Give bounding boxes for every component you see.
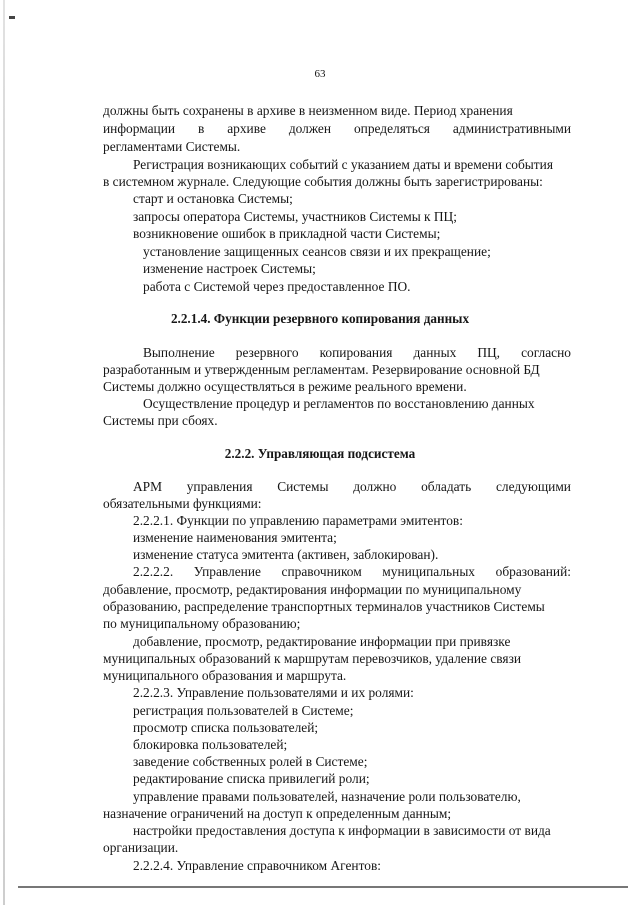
word: АРМ [133, 479, 163, 494]
word: ПЦ, [477, 345, 501, 360]
word: Системы [277, 479, 329, 494]
p3-line-3: Системы должно осуществляться в режиме реального времени. [103, 379, 467, 394]
subsection-2222-line-6: муниципальных образований к маршрутам перевозчиков, удаление связи [103, 651, 522, 666]
event-item: запросы оператора Системы, участников Системы к ПЦ; [133, 209, 457, 224]
list-item: управление правами пользователей, назначение роли пользователю, [133, 789, 521, 804]
p4-line-1: Осуществление процедур и регламентов по восстановлению данных [143, 396, 535, 411]
word: образований: [495, 564, 571, 579]
list-item-continuation: организации. [103, 840, 179, 855]
scan-bottom-edge [18, 886, 628, 888]
p2-line-1: Регистрация возникающих событий с указанием даты и времени события [133, 157, 553, 172]
subsection-2222-line-1 [133, 564, 571, 580]
event-item: установление защищенных сеансов связи и их прекращение; [143, 244, 491, 259]
word: административными [452, 121, 571, 136]
list-item: регистрация пользователей в Системе; [133, 703, 354, 718]
list-item: изменение наименования эмитента; [133, 530, 337, 545]
section-heading-control: 2.2.2. Управляющая подсистема [224, 446, 416, 461]
word: обладать [421, 479, 472, 494]
p2-line-2: в системном журнале. Следующие события должны быть зарегистрированы: [103, 174, 543, 189]
list-item: изменение статуса эмитента (активен, заблокирован). [133, 547, 439, 562]
subsection-2222-line-5: добавление, просмотр, редактирование информации при привязке [133, 634, 511, 649]
list-item: просмотр списка пользователей; [133, 720, 319, 735]
list-item: настройки предоставления доступа к информации в зависимости от вида [133, 823, 551, 838]
p1-line-3: регламентами Системы. [103, 139, 241, 154]
word: Управление [193, 564, 261, 579]
list-item: блокировка пользователей; [133, 737, 288, 752]
subsection-2222-line-2: добавление, просмотр, редактирования информации по муниципальному [103, 582, 522, 597]
subsection-2222-line-7: муниципального образования и маршрута. [103, 668, 347, 683]
word: управления [186, 479, 253, 494]
subsection-2222-line-4: по муниципальному образованию; [103, 616, 301, 631]
word: в [197, 121, 205, 136]
word: должен [288, 121, 332, 136]
subsection-2224-title: 2.2.2.4. Управление справочником Агентов: [133, 858, 382, 873]
word: определяться [353, 121, 430, 136]
list-item: заведение собственных ролей в Системе; [133, 754, 368, 769]
word: следующими [495, 479, 571, 494]
p1-line-1 [103, 103, 569, 119]
word: архиве [227, 121, 266, 136]
p5-line-1 [133, 479, 571, 495]
text-line: должны быть сохранены в архиве в неизменном виде. Период хранения [103, 103, 513, 118]
list-item-continuation: назначение ограничений на доступ к определенным данным; [103, 806, 452, 821]
word: согласно [521, 345, 571, 360]
word: должно [353, 479, 397, 494]
page-number: 63 [314, 68, 326, 80]
p4-line-2: Системы при сбоях. [103, 413, 218, 428]
word: резервного [235, 345, 299, 360]
word: данных [413, 345, 457, 360]
word: справочником [281, 564, 362, 579]
word: муниципальных [382, 564, 476, 579]
event-item: возникновение ошибок в прикладной части Системы; [133, 226, 441, 241]
list-item: редактирование списка привилегий роли; [133, 771, 370, 786]
subsection-2222-line-3: образованию, распределение транспортных терминалов участников Системы [103, 599, 545, 614]
subsection-2223-title: 2.2.2.3. Управление пользователями и их ролями: [133, 685, 414, 700]
scan-mark [9, 16, 15, 19]
event-item: изменение настроек Системы; [143, 261, 316, 276]
subsection-2221-title: 2.2.2.1. Функции по управлению параметрами эмитентов: [133, 513, 463, 528]
p1-line-2 [103, 121, 571, 137]
word: 2.2.2.2. [133, 564, 174, 579]
p3-line-1 [143, 345, 571, 361]
p5-line-2: обязательными функциями: [103, 496, 262, 511]
event-item: работа с Системой через предоставленное ПО. [143, 279, 411, 294]
word: копирования [319, 345, 393, 360]
event-item: старт и остановка Системы; [133, 191, 293, 206]
p3-line-2: разработанным и утвержденным регламентам. Резервирование основной БД [103, 362, 540, 377]
word: Выполнение [143, 345, 215, 360]
section-heading-backup: 2.2.1.4. Функции резервного копирования данных [170, 311, 470, 326]
word: информации [103, 121, 176, 136]
